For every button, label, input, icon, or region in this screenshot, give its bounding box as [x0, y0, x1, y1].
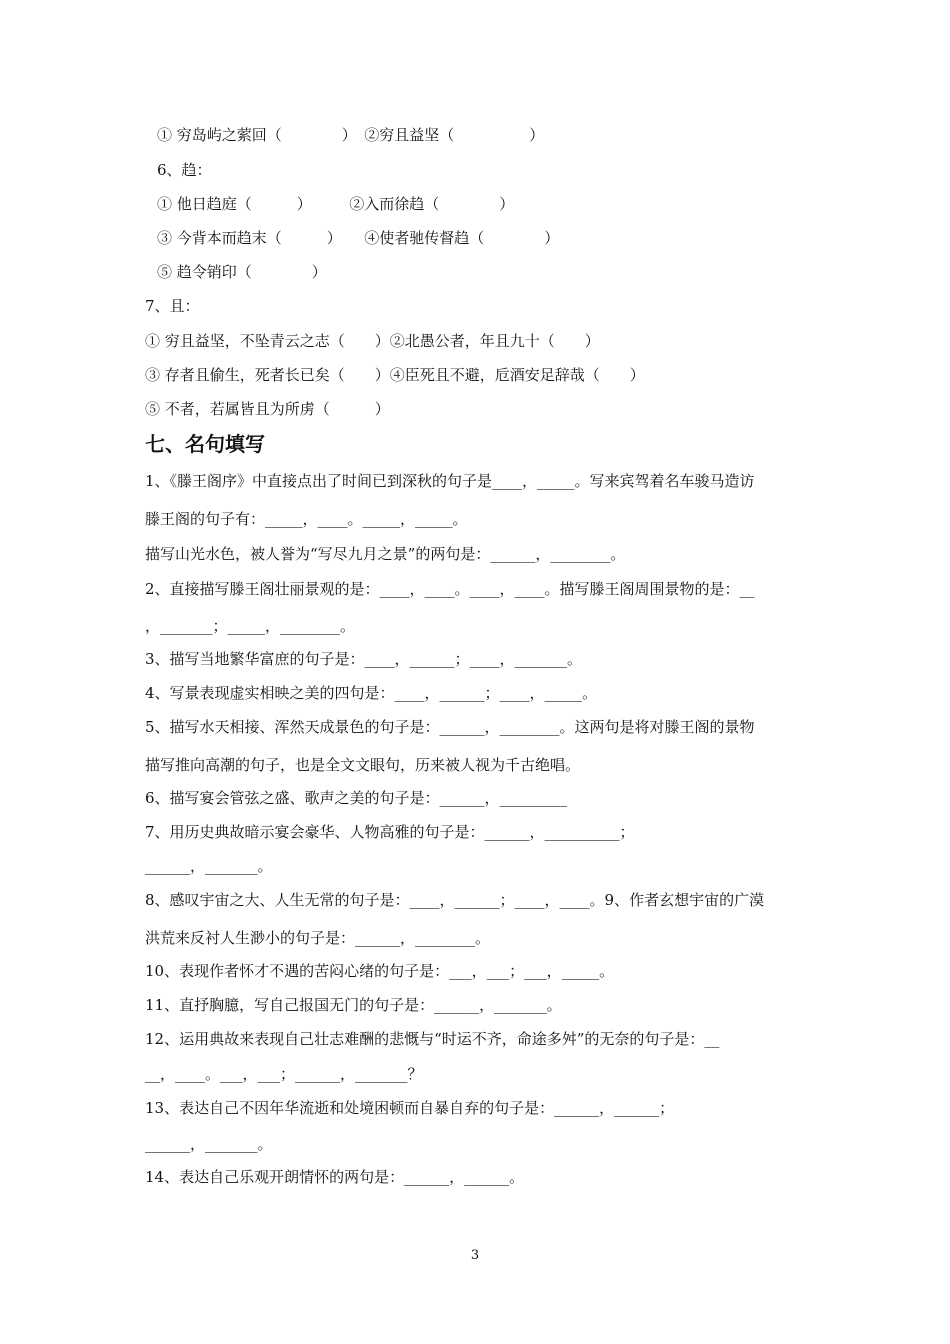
text-line: 滕王阁的句子有：_____，____。_____，_____。 — [145, 510, 468, 528]
text-line: ，_______；_____，________。 — [145, 617, 356, 635]
text-line: ③ 今背本而趋末（ ） ④使者驰传督趋（ ） — [157, 229, 560, 247]
text-line: 5、描写水天相接、浑然天成景色的句子是：______，________。这两句是将对滕王阁的景物 — [145, 718, 755, 736]
text-line: 14、表达自己乐观开朗情怀的两句是：______，______。 — [145, 1168, 525, 1186]
text-line: 11、直抒胸臆，写自己报国无门的句子是：______，_______。 — [145, 996, 562, 1014]
text-line: 3、描写当地繁华富庶的句子是：____，______；____，_______。 — [145, 650, 583, 668]
text-line: ______，_______。 — [145, 857, 273, 875]
text-line: 1、《滕王阁序》中直接点出了时间已到深秋的句子是____，_____。写来宾驾着名车骏马造访 — [145, 472, 755, 490]
text-line: 描写推向高潮的句子，也是全文文眼句，历来被人视为千古绝唱。 — [145, 756, 581, 774]
text-line: 13、表达自己不因年华流逝和处境困顿而自暴自弃的句子是：______，______； — [145, 1099, 675, 1117]
text-line: ③ 存者且偷生，死者长已矣（ ）④臣死且不避，卮酒安足辞哉（ ） — [145, 366, 645, 384]
text-line: 7、且： — [145, 297, 200, 315]
text-line: 2、直接描写滕王阁壮丽景观的是：____，____。____，____。描写滕王阁周围景物的是：__ — [145, 580, 755, 598]
text-line: 12、运用典故来表现自己壮志难酬的悲慨与“时运不齐，命途多舛”的无奈的句子是：__ — [145, 1030, 720, 1048]
text-line: 7、用历史典故暗示宴会豪华、人物高雅的句子是：______，__________； — [145, 823, 635, 841]
section-heading: 七、名句填写 — [145, 432, 265, 456]
text-line: ① 穷且益坚，不坠青云之志（ ）②北愚公者，年且九十（ ） — [145, 332, 600, 350]
page-number: 3 — [470, 1248, 480, 1263]
text-line: ⑤ 趋令销印（ ） — [157, 263, 327, 281]
text-line: ① 他日趋庭（ ） ②入而徐趋（ ） — [157, 195, 515, 213]
text-line: 4、写景表现虚实相映之美的四句是：____，______；____，_____。 — [145, 684, 598, 702]
text-line: 8、感叹宇宙之大、人生无常的句子是：____，______；____，____。9、作者玄想宇宙的广漠 — [145, 891, 765, 909]
text-line: ① 穷岛屿之萦回（ ） ②穷且益坚（ ） — [157, 126, 545, 144]
text-line: 洪荒来反衬人生渺小的句子是：______，________。 — [145, 929, 491, 947]
text-line: 描写山光水色，被人誉为“写尽九月之景”的两句是：______，________。 — [145, 545, 626, 563]
text-line: ⑤ 不者，若属皆且为所虏（ ） — [145, 400, 390, 418]
text-line: 6、趋： — [157, 161, 212, 179]
text-line: 6、描写宴会管弦之盛、歌声之美的句子是：______，_________ — [145, 789, 568, 807]
text-line: ______，_______。 — [145, 1135, 273, 1153]
text-line: __，____。___，___；______，_______？ — [145, 1065, 423, 1083]
text-line: 10、表现作者怀才不遇的苦闷心绪的句子是：___，___；___，_____。 — [145, 962, 615, 980]
